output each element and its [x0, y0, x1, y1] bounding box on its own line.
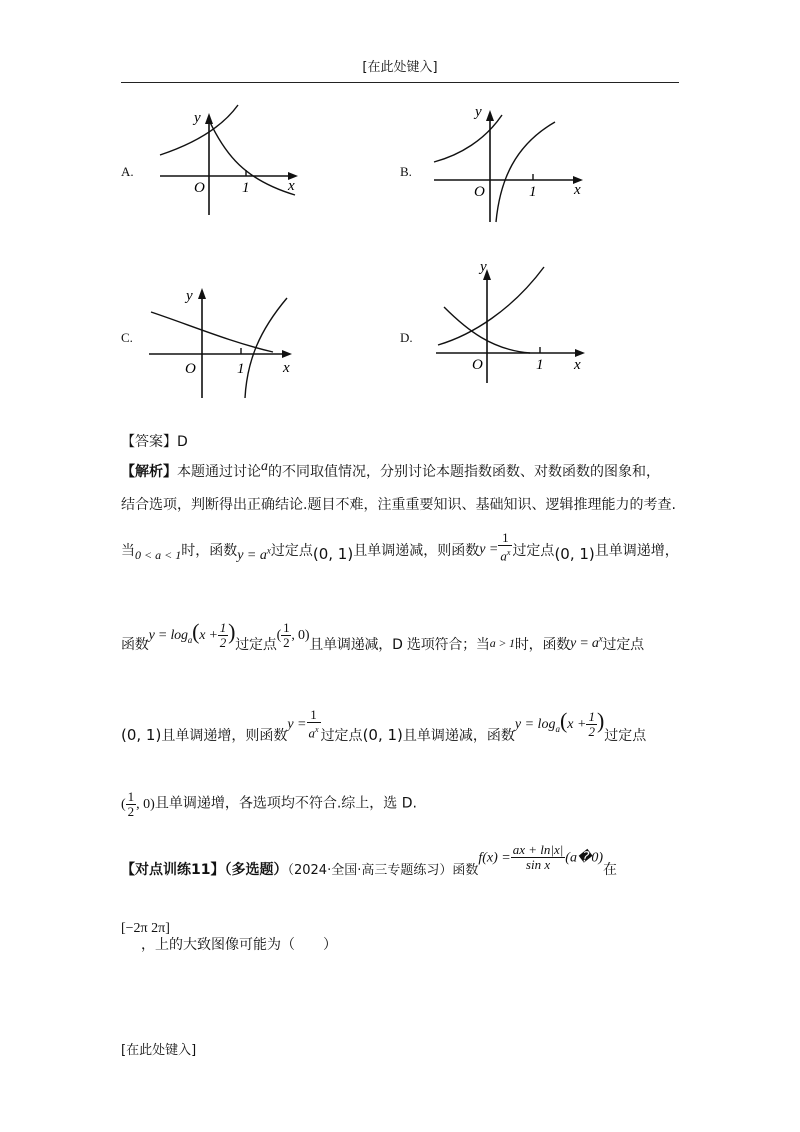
- option-c-label: C.: [121, 330, 133, 345]
- numerator: ax + ln|x|: [512, 842, 564, 857]
- denominator: 2: [219, 635, 227, 651]
- denominator: 2: [283, 635, 290, 651]
- text: 且单调递减，函数: [402, 728, 515, 745]
- curve-decreasing: [208, 118, 295, 195]
- math-function: y =: [479, 542, 499, 558]
- denominator: [498, 546, 512, 563]
- math-text: y = a: [237, 548, 267, 564]
- curve-decreasing: [151, 312, 273, 352]
- text: 在: [602, 861, 617, 878]
- math-text: , 0): [291, 628, 310, 643]
- math-sub: a: [187, 634, 193, 645]
- paren: ): [228, 619, 236, 644]
- math-fraction: [218, 621, 228, 650]
- math-function: [237, 545, 271, 564]
- one-label: 1: [529, 184, 537, 200]
- analysis-text: 的不同取值情况，分别讨论本题指数函数、对数函数的图象和，: [268, 464, 660, 480]
- y-label: y: [480, 259, 487, 275]
- y-label: y: [475, 104, 482, 120]
- numerator: 1: [307, 708, 321, 723]
- math-point: (0, 1): [121, 726, 162, 745]
- analysis-line-3: [121, 530, 679, 567]
- exercise-title: 【对点训练11】: [121, 861, 225, 878]
- math-text: , 0): [136, 796, 155, 812]
- exercise-source: （2024·全国·高三专题练习）函数: [287, 862, 479, 878]
- math-text: y = a: [570, 636, 599, 651]
- exercise-type: （多选题）: [224, 861, 288, 878]
- y-label: y: [194, 110, 201, 126]
- numerator: 1: [588, 709, 595, 725]
- page-header: [在此处键入]: [362, 60, 438, 75]
- math-condition: 0 < a < 1: [135, 548, 182, 563]
- origin-label: O: [185, 361, 196, 377]
- option-a-label: A.: [121, 164, 134, 179]
- graph-option-c: [145, 280, 305, 400]
- origin-label: O: [474, 184, 485, 200]
- x-axis-arrow: [282, 350, 292, 358]
- math-fraction: [126, 790, 137, 819]
- x-axis-arrow: [575, 349, 585, 357]
- x-label: x: [283, 360, 290, 376]
- numerator: 1: [498, 531, 512, 546]
- math-text: a: [500, 548, 507, 564]
- analysis-prefix: 【解析】: [121, 464, 177, 480]
- curve-increasing: [438, 267, 544, 345]
- math-text: y = log: [148, 628, 188, 643]
- numerator: 1: [283, 620, 290, 636]
- text: ，: [141, 937, 155, 953]
- numerator: 1: [219, 620, 227, 636]
- analysis-line-5: [121, 707, 647, 745]
- denominator: 2: [588, 724, 595, 740]
- math-sup: x: [506, 548, 511, 557]
- y-axis-arrow: [198, 288, 206, 299]
- text: 时，函数: [514, 637, 571, 653]
- paren: (: [192, 619, 200, 644]
- math-condition: (a�0): [565, 850, 603, 866]
- y-axis-arrow: [486, 110, 494, 121]
- curve-logarithmic: [245, 298, 287, 398]
- math-text: x +: [199, 628, 218, 643]
- one-label: 1: [242, 180, 250, 196]
- origin-label: O: [194, 180, 205, 196]
- exercise-line: [121, 842, 617, 878]
- text: 过定点: [235, 637, 277, 653]
- graph-option-d: [432, 255, 592, 385]
- answer-prefix: 【答案】: [121, 434, 177, 450]
- text: 过定点: [270, 543, 313, 560]
- text: 且单调递增，则函数: [161, 728, 288, 745]
- math-sub: a: [555, 723, 560, 734]
- math-point: (0, 1): [554, 545, 595, 564]
- math-function: f(x) =: [478, 850, 511, 866]
- option-b-label: B.: [400, 164, 412, 179]
- math-function: [570, 633, 603, 651]
- math-fraction: [511, 843, 566, 872]
- paren: ): [596, 708, 605, 734]
- text: 过定点: [602, 637, 644, 653]
- math-log-function: [514, 708, 605, 740]
- analysis-line-4: [121, 619, 681, 653]
- answer-line: [121, 431, 188, 451]
- math-fraction: [307, 708, 321, 740]
- graph-option-a: [150, 100, 310, 220]
- analysis-line-6: [121, 790, 417, 819]
- question-text: 上的大致图像可能为（ ）: [155, 937, 337, 953]
- header-rule: [121, 82, 679, 83]
- math-sup: x: [266, 545, 271, 556]
- math-condition: a > 1: [489, 636, 515, 650]
- curve-logarithmic: [496, 122, 555, 222]
- denominator: sin x: [525, 857, 551, 872]
- answer-value: D: [177, 434, 188, 450]
- math-text: (: [276, 628, 282, 643]
- math-log-function: [148, 619, 236, 651]
- math-point: (0, 1): [312, 545, 354, 564]
- one-label: 1: [536, 357, 544, 373]
- text: 过定点: [512, 543, 555, 560]
- math-point: [276, 620, 310, 651]
- curve-exponential: [434, 115, 502, 162]
- text: 过定点: [604, 728, 647, 745]
- text: 过定点: [320, 728, 363, 745]
- y-label: y: [186, 288, 193, 304]
- text: 且单调递增，各选项均不符合.综上，选 D.: [154, 795, 417, 812]
- page-footer: [在此处键入]: [121, 1043, 197, 1058]
- math-text: y = log: [514, 717, 556, 733]
- x-label: x: [574, 357, 581, 373]
- math-fraction: [281, 621, 291, 650]
- text: 且单调递减，则函数: [353, 543, 480, 560]
- origin-label: O: [472, 357, 483, 373]
- math-sup: x: [598, 633, 603, 644]
- math-var: a: [261, 459, 268, 474]
- analysis-text: 本题通过讨论: [177, 464, 261, 480]
- text: 函数: [121, 637, 149, 653]
- math-interval: [−2π 2π]: [121, 921, 170, 936]
- numerator: 1: [127, 789, 135, 804]
- text: 当: [121, 543, 135, 560]
- math-text: (: [121, 796, 126, 812]
- math-point: (0, 1): [362, 726, 403, 745]
- math-text: a: [308, 725, 315, 741]
- math-sup: x: [315, 725, 319, 734]
- graph-option-b: [430, 100, 590, 225]
- x-label: x: [288, 178, 295, 194]
- denominator: 2: [127, 804, 135, 819]
- text: 时，函数: [181, 543, 238, 560]
- denominator: [307, 723, 321, 740]
- math-fraction: [498, 531, 512, 563]
- one-label: 1: [237, 361, 245, 377]
- math-text: x +: [567, 717, 587, 733]
- paren: (: [559, 708, 568, 734]
- x-label: x: [574, 182, 581, 198]
- question-line: [121, 934, 337, 954]
- math-function: y =: [287, 717, 307, 733]
- math-fraction: [586, 710, 597, 739]
- option-d-label: D.: [400, 330, 413, 345]
- math-point: [121, 789, 155, 819]
- analysis-line-2: 结合选项，判断得出正确结论.题目不难，注重重要知识、基础知识、逻辑推理能力的考查.: [121, 497, 676, 513]
- text: 且单调递减，D 选项符合；当: [309, 637, 490, 653]
- analysis-line-1: [121, 461, 660, 481]
- text: 且单调递增，: [594, 543, 679, 560]
